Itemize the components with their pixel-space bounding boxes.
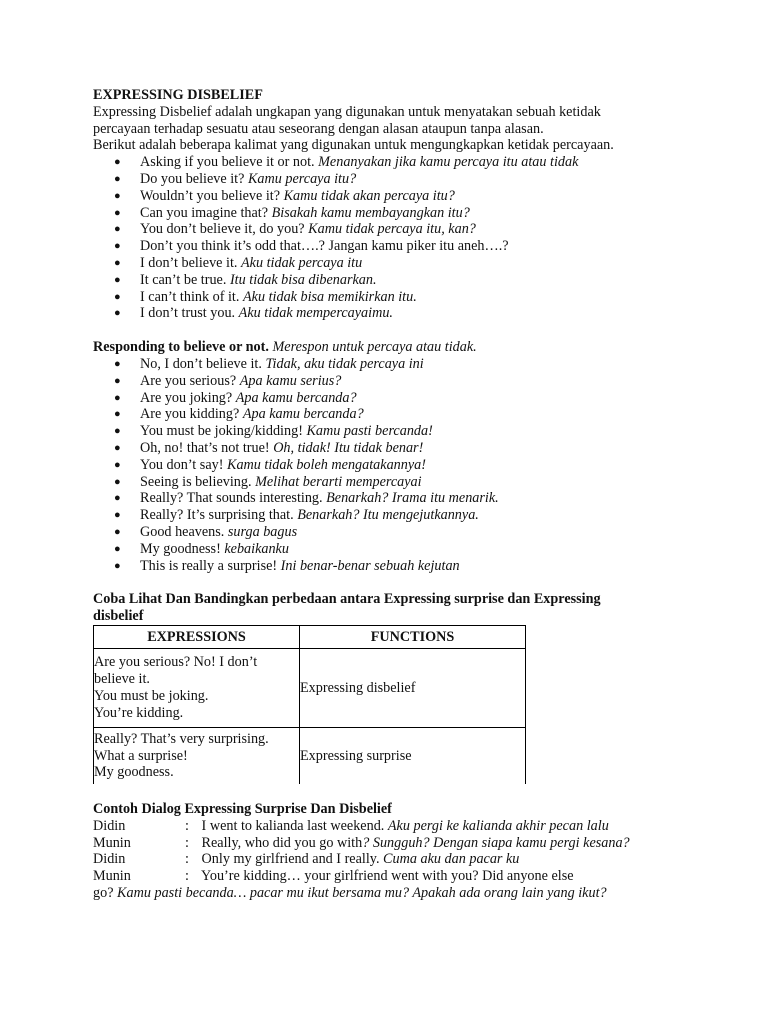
dialog-id: Kamu pasti becanda… pacar mu ikut bersama mu? Apakah ada orang lain yang ikut? (117, 884, 607, 901)
expressions-cell (94, 727, 300, 784)
list-item (93, 390, 693, 407)
item-id: kebaikanku (224, 540, 289, 557)
dialog-en: You’re kidding… your girlfriend went with you? Did anyone else (198, 868, 574, 885)
item-id: Kamu pasti bercanda! (306, 423, 433, 440)
item-id: Aku tidak bisa memikirkan itu. (242, 288, 417, 305)
cell-line: What a surprise! (94, 747, 188, 764)
spacer (93, 574, 693, 591)
list-item (93, 272, 693, 289)
list-item (93, 356, 693, 373)
bullet-icon: ● (114, 156, 121, 169)
dialog-id: Aku pergi ke kalianda akhir pecan lalu (387, 817, 609, 834)
speaker-name: Didin (93, 851, 126, 868)
bullet-icon: ● (114, 189, 121, 202)
list-item (93, 524, 693, 541)
responding-heading-en: Responding to believe or not. (93, 339, 269, 356)
item-id: Kamu tidak boleh mengatakannya! (226, 456, 426, 473)
list-item (93, 289, 693, 306)
item-id: Benarkah? Itu mengejutkannya. (297, 507, 479, 524)
table-row (94, 648, 526, 727)
item-id: Kamu tidak akan percaya itu? (283, 187, 455, 204)
item-en: I don’t believe it. (140, 254, 241, 271)
list-item (93, 255, 693, 272)
cell-line: You must be joking. (94, 687, 209, 704)
list-item (93, 238, 693, 255)
list-item (93, 507, 693, 524)
document-title: EXPRESSING DISBELIEF (93, 87, 263, 103)
responding-heading (93, 339, 693, 356)
bullet-icon: ● (114, 223, 121, 236)
bullet-icon: ● (114, 391, 121, 404)
item-en: I can’t think of it. (140, 288, 243, 305)
item-id: Melihat berarti mempercayai (255, 473, 422, 490)
item-en: You don’t say! (140, 456, 227, 473)
item-en: Are you joking? (140, 389, 236, 406)
item-id: Bisakah kamu membayangkan itu? (271, 204, 470, 221)
intro-line-2: percayaan terhadap sesuatu atau seseorang dengan alasan ataupun tanpa alasan. (93, 120, 544, 137)
bullet-icon: ● (114, 525, 121, 538)
item-en: This is really a surprise! (140, 557, 281, 574)
dialog-en: Only my girlfriend and I really. (198, 851, 384, 868)
list-item (93, 457, 693, 474)
bullet-icon: ● (114, 357, 121, 370)
item-id: Aku tidak percaya itu (241, 254, 363, 271)
speaker-colon: : (185, 834, 189, 851)
list-item (93, 406, 693, 423)
bullet-icon: ● (114, 492, 121, 505)
comparison-table (93, 625, 526, 784)
item-en: You don’t believe it, do you? (140, 221, 309, 238)
item-en: Do you believe it? (140, 170, 248, 187)
item-en: Oh, no! that’s not true! (140, 439, 274, 456)
list-item (93, 221, 693, 238)
functions-cell: Expressing surprise (300, 727, 526, 784)
item-id: Apa kamu bercanda? (242, 406, 364, 423)
column-header-expressions: EXPRESSIONS (94, 625, 300, 648)
intro-line-1: Expressing Disbelief adalah ungkapan yang digunakan untuk menyatakan sebuah ketidak (93, 103, 601, 120)
bullet-icon: ● (114, 425, 121, 438)
spacer (93, 322, 693, 339)
item-en: Wouldn’t you believe it? (140, 187, 284, 204)
dialog-en: go? (93, 884, 118, 901)
speaker-name: Didin (93, 817, 126, 834)
dialog-section (93, 801, 693, 902)
bullet-icon: ● (114, 374, 121, 387)
bullet-icon: ● (114, 408, 121, 421)
cell-line: Really? That’s very surprising. (94, 730, 269, 747)
column-header-functions: FUNCTIONS (300, 625, 526, 648)
list-item (93, 188, 693, 205)
item-en: Don’t you think it’s odd that….? Jangan kamu piker itu aneh….? (140, 238, 509, 255)
item-en: My goodness! (140, 540, 225, 557)
list-item (93, 305, 693, 322)
bullet-icon: ● (114, 475, 121, 488)
responses-list (93, 356, 693, 574)
dialog-id: Cuma aku dan pacar ku (383, 851, 520, 868)
cell-line: My goodness. (94, 764, 174, 781)
speaker-colon: : (185, 868, 189, 885)
item-en: I don’t trust you. (140, 305, 239, 322)
speaker-colon: : (185, 851, 189, 868)
item-en: It can’t be true. (140, 271, 230, 288)
item-id: Menanyakan jika kamu percaya itu atau tidak (318, 154, 579, 171)
expressions-cell (94, 648, 300, 727)
item-en: Good heavens. (140, 523, 228, 540)
item-id: Kamu tidak percaya itu, kan? (308, 221, 476, 238)
list-item (93, 154, 693, 171)
dialog-line (93, 885, 693, 902)
responding-heading-id: Merespon untuk percaya atau tidak. (268, 339, 477, 356)
dialog-id: ? Sungguh? Dengan siapa kamu pergi kesana? (362, 834, 630, 851)
list-item (93, 558, 693, 575)
list-item (93, 171, 693, 188)
speaker-colon: : (185, 817, 189, 834)
bullet-icon: ● (114, 441, 121, 454)
dialog-en: I went to kalianda last weekend. (198, 817, 388, 834)
item-id: Apa kamu bercanda? (235, 389, 357, 406)
bullet-icon: ● (114, 240, 121, 253)
document-page (93, 87, 693, 902)
speaker-name: Munin (93, 868, 131, 885)
cell-line: Are you serious? No! I don’t (94, 654, 258, 671)
item-en: Really? That sounds interesting. (140, 490, 327, 507)
item-en: Seeing is believing. (140, 473, 256, 490)
table-header-row (94, 625, 526, 648)
list-item (93, 541, 693, 558)
bullet-icon: ● (114, 206, 121, 219)
item-id: Aku tidak mempercayaimu. (238, 305, 393, 322)
item-en: Can you imagine that? (140, 204, 272, 221)
list-item (93, 373, 693, 390)
bullet-icon: ● (114, 290, 121, 303)
list-item (93, 474, 693, 491)
item-id: Oh, tidak! Itu tidak benar! (273, 439, 424, 456)
item-id: Kamu percaya itu? (247, 170, 357, 187)
table-row (94, 727, 526, 784)
bullet-icon: ● (114, 256, 121, 269)
cell-line: believe it. (94, 671, 150, 688)
bullet-icon: ● (114, 307, 121, 320)
compare-heading-1: Coba Lihat Dan Bandingkan perbedaan antara Expressing surprise dan Expressing (93, 591, 601, 608)
item-en: Are you serious? (140, 372, 240, 389)
bullet-icon: ● (114, 273, 121, 286)
dialog-line (93, 835, 693, 852)
bullet-icon: ● (114, 172, 121, 185)
list-item (93, 205, 693, 222)
list-item (93, 423, 693, 440)
item-id: surga bagus (227, 523, 298, 540)
cell-line: You’re kidding. (94, 704, 184, 721)
item-en: Really? It’s surprising that. (140, 507, 298, 524)
dialog-line (93, 868, 693, 885)
bullet-icon: ● (114, 509, 121, 522)
list-item (93, 490, 693, 507)
item-id: Tidak, aku tidak percaya ini (265, 355, 424, 372)
item-id: Apa kamu serius? (239, 372, 342, 389)
bullet-icon: ● (114, 458, 121, 471)
item-en: No, I don’t believe it. (140, 355, 266, 372)
dialog-en: Really, who did you go with (198, 834, 363, 851)
item-id: Benarkah? Irama itu menarik. (326, 490, 499, 507)
item-en: You must be joking/kidding! (140, 423, 307, 440)
intro-line-3: Berikut adalah beberapa kalimat yang digunakan untuk mengungkapkan ketidak percayaan. (93, 137, 614, 154)
list-item (93, 440, 693, 457)
dialog-line (93, 851, 693, 868)
expressions-list (93, 154, 693, 322)
item-en: Are you kidding? (140, 406, 243, 423)
speaker-name: Munin (93, 834, 131, 851)
bullet-icon: ● (114, 559, 121, 572)
compare-heading-2: disbelief (93, 608, 144, 625)
item-en: Asking if you believe it or not. (140, 154, 319, 171)
functions-cell: Expressing disbelief (300, 648, 526, 727)
dialog-heading: Contoh Dialog Expressing Surprise Dan Disbelief (93, 800, 392, 817)
item-id: Itu tidak bisa dibenarkan. (229, 271, 377, 288)
bullet-icon: ● (114, 542, 121, 555)
item-id: Ini benar-benar sebuah kejutan (280, 557, 460, 574)
dialog-line (93, 818, 693, 835)
